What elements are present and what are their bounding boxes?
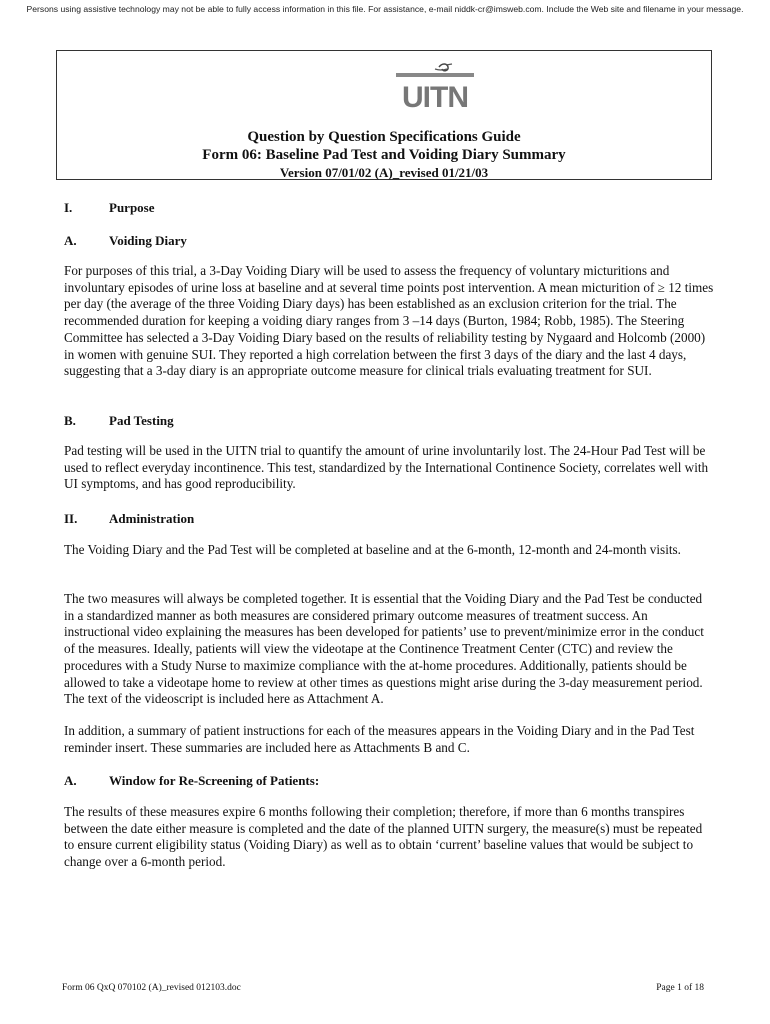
doc-title: Question by Question Specifications Guide xyxy=(247,129,521,145)
doc-version: Version 07/01/02 (A)_revised 01/21/03 xyxy=(279,165,489,180)
section-heading-purpose: I. Purpose xyxy=(64,200,155,215)
section-heading-rescreening: A. Window for Re-Screening of Patients: xyxy=(64,773,320,788)
paragraph-administration-visits: The Voiding Diary and the Pad Test will be completed at baseline and at the 6-month, 12-month and 24-month visits. xyxy=(64,542,681,557)
paragraph-patient-instructions: In addition, a summary of patient instructions for each of the measures appears in the Voiding Diary and in the Pad Test reminder insert. These summaries are included here as Attachments B and C. xyxy=(64,723,695,755)
footer-filename: Form 06 QxQ 070102 (A)_revised 012103.doc xyxy=(62,983,241,993)
section-heading-voiding-diary: A. Voiding Diary xyxy=(64,233,187,248)
document-header xyxy=(56,50,712,180)
doc-subtitle: Form 06: Baseline Pad Test and Voiding Diary Summary xyxy=(202,147,566,163)
paragraph-rescreening: The results of these measures expire 6 months following their completion; therefore, if more than 6 months transpires between the date either measure is completed and the date of the planned UITN surgery, the measure(s) must be repeated to ensure current eligibility status (Voiding Diary) as well as to obtain ‘current’ baseline values that would be subject to change over a 6-month period. xyxy=(64,804,703,870)
paragraph-pad-testing: Pad testing will be used in the UITN trial to quantify the amount of urine involuntarily lost. The 24-Hour Pad Test will be used to reflect everyday incontinence. This test, standardized by the International Continence Society, correlates well with UI symptoms, and has good reproducibility. xyxy=(64,443,709,492)
accessibility-notice: Persons using assistive technology may not be able to fully access information in this file. For assistance, e-mail niddk-cr@imsweb.com. Include the Web site and filename in your message. xyxy=(26,4,744,14)
section-heading-pad-testing: B. Pad Testing xyxy=(64,413,174,428)
paragraph-voiding-diary: For purposes of this trial, a 3-Day Voiding Diary will be used to assess the frequency of voluntary micturitions and involuntary episodes of urine loss at baseline and at several time points post intervention. A mean micturition of ≥ 12 times per day (the average of the three Voiding Diary days) has been established as an exclusion criterion for the trial. The recommended duration for keeping a voiding diary ranges from 3 –14 days (Burton, 1984; Robb, 1985). The Steering Committee has selected a 3-Day Voiding Diary based on the results of reliability testing by Nygaard and Holcomb (2000) in women with genuine SUI. They reported a high correlation between the first 3 days of the diary and the last 4 days, suggesting that a 3-day diary is an appropriate outcome measure for clinical trials evaluating treatment for SUI. xyxy=(64,263,714,379)
footer-page-number: Page 1 of 18 xyxy=(656,983,704,993)
uitn-logo xyxy=(395,63,475,109)
svg-text:UITN: UITN xyxy=(402,81,468,109)
section-heading-administration: II. Administration xyxy=(64,511,195,526)
paragraph-administration-measures: The two measures will always be completed together. It is essential that the Voiding Diary and the Pad Test be conducted in a standardized manner as both measures are considered primary outcome measures of treatment success. An instructional video explaining the measures has been developed for patients’ use to prevent/minimize error in the conduct of the measures. Ideally, patients will view the videotape at the Continence Treatment Center (CTC) and review the procedures with a Study Nurse to maximize compliance with the at-home procedures. Additionally, patients should be allowed to take a videotape home to review at other times as questions might arise during the 3-day measurement period. The text of the videoscript is included here as Attachment A. xyxy=(64,591,704,707)
